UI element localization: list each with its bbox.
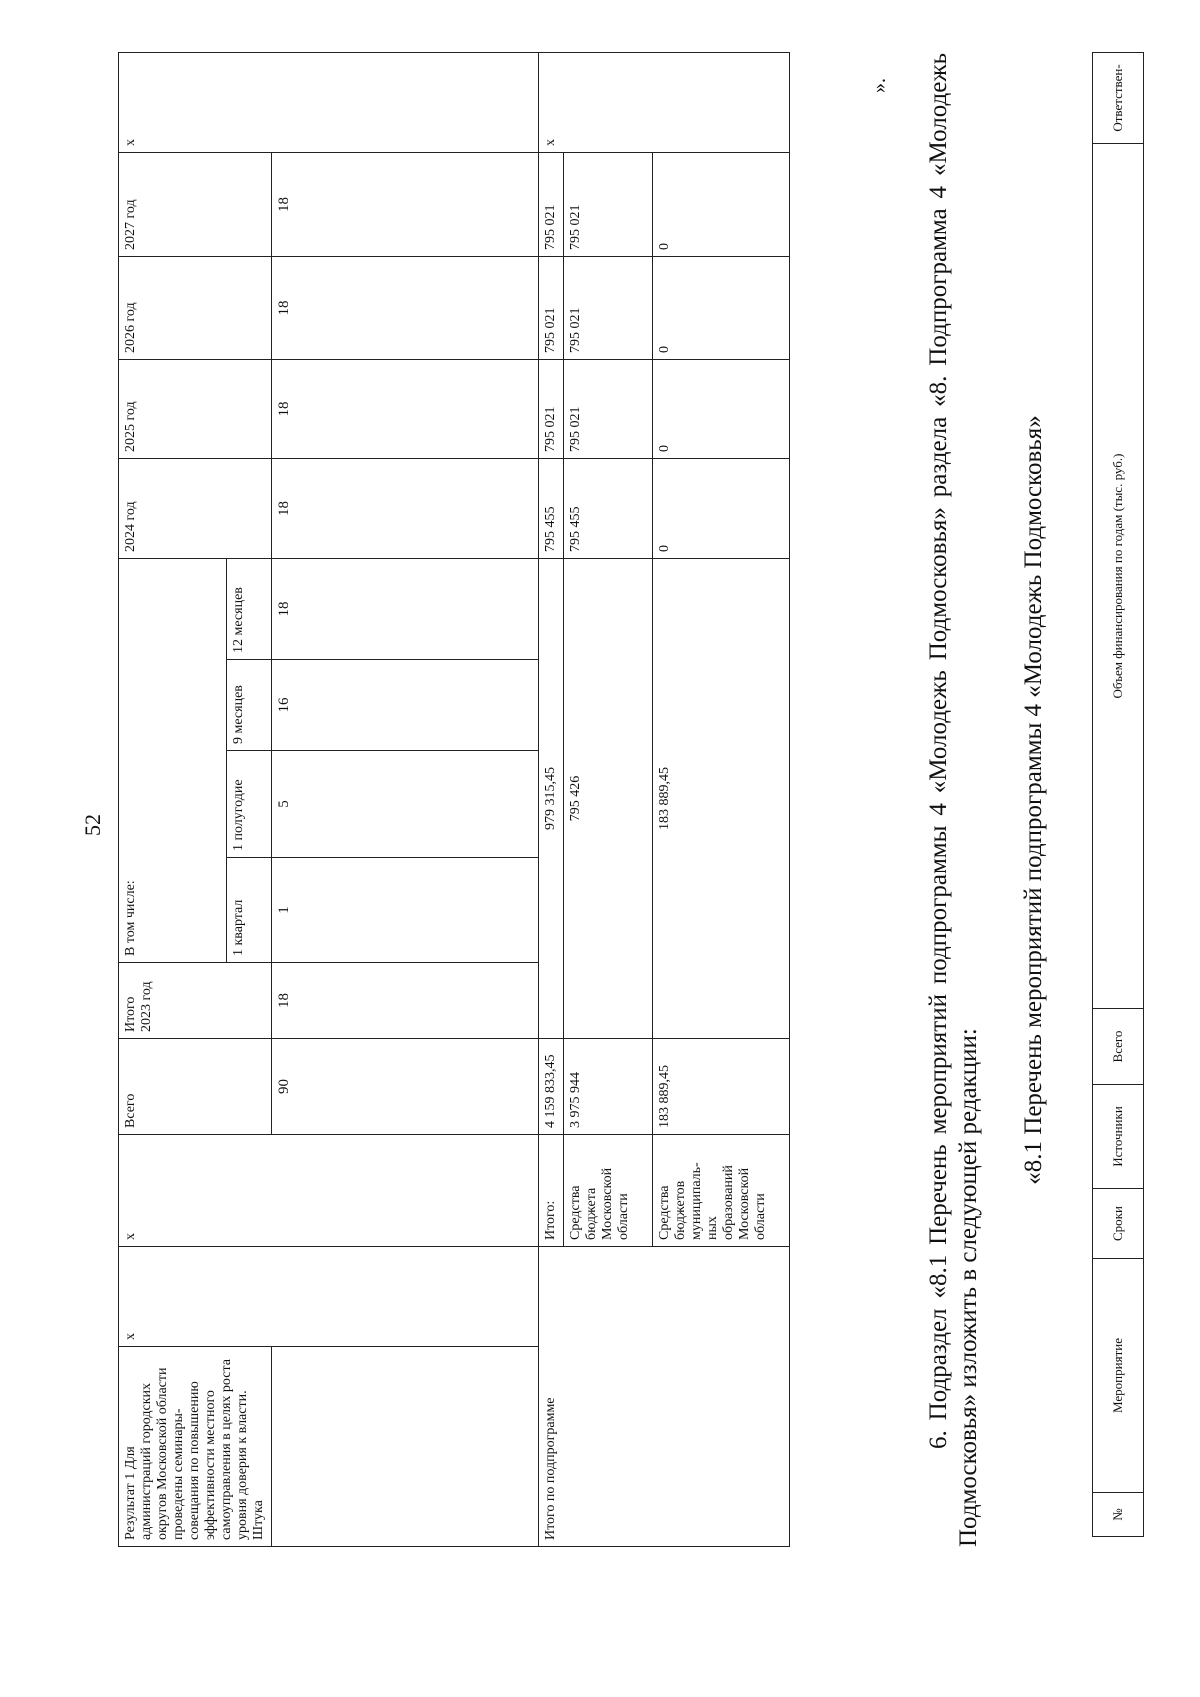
- sp-2026-1: 795 021: [564, 256, 653, 359]
- header-h1: 1 полугодие: [227, 751, 272, 858]
- sp-2024-0: 795 455: [539, 458, 564, 558]
- col-funding: Объем финансирования по годам (тыс. руб.): [1093, 144, 1144, 1009]
- col-event: Мероприятие: [1093, 1259, 1144, 1493]
- value-q1: 1: [272, 858, 539, 963]
- value-2024: 18: [272, 458, 539, 558]
- sp-2027-0: 795 021: [539, 152, 564, 256]
- value-total: 90: [272, 1039, 539, 1135]
- result-desc-cont: [272, 1347, 539, 1547]
- header-q1: 1 квартал: [227, 858, 272, 963]
- value-12m: 18: [272, 558, 539, 659]
- sp-2023-1: 795 426: [564, 558, 653, 1038]
- result-col-last: х: [119, 52, 539, 152]
- col-terms: Сроки: [1093, 1189, 1144, 1259]
- header-2026: 2026 год: [119, 256, 272, 359]
- sp-total-2: 183 889,45: [653, 1039, 790, 1135]
- value-h1: 5: [272, 751, 539, 858]
- header-incl: В том числе:: [119, 558, 227, 962]
- amendment-paragraph: 6. Подраздел «8.1 Перечень мероприятий подпрограммы 4 «Молодежь Подмосковья» раздела «8. Подпрограмма 4 «Молодежь Подмосковья» изложить в следующей редакции:: [925, 53, 982, 1547]
- col-responsible: Ответствен-: [1093, 53, 1144, 144]
- sp-total-0: 4 159 833,45: [539, 1039, 564, 1135]
- result-col-b: х: [119, 1247, 539, 1347]
- sp-2023-0: 979 315,45: [539, 558, 564, 1038]
- result-col-c: х: [119, 1135, 539, 1247]
- subprogram-label: Итого по подпрограмме: [539, 1247, 790, 1547]
- page-number: 52: [80, 814, 105, 836]
- header-12m: 12 месяцев: [227, 558, 272, 659]
- sp-source-2: Средства бюджетов муниципаль-ных образований Московской области: [653, 1135, 790, 1247]
- events-table-header: [1092, 52, 1144, 1537]
- sp-2026-2: 0: [653, 256, 790, 359]
- header-total-2023: Итого 2023 год: [119, 963, 272, 1039]
- closing-quote: ».: [868, 78, 890, 93]
- sp-2027-1: 795 021: [564, 152, 653, 256]
- header-2025: 2025 год: [119, 359, 272, 458]
- sp-2027-2: 0: [653, 152, 790, 256]
- col-no: №: [1093, 1493, 1144, 1537]
- main-table: [118, 52, 790, 1547]
- sp-2025-0: 795 021: [539, 359, 564, 458]
- value-9m: 16: [272, 660, 539, 751]
- result-description: Результат 1 Для администраций городских округов Московской области проведены семинары-совещания по повышению эффективности местного самоуправления в целях роста уровня доверия к власти. Штука: [119, 1347, 272, 1547]
- value-2026: 18: [272, 256, 539, 359]
- sp-2023-2: 183 889,45: [653, 558, 790, 1038]
- header-9m: 9 месяцев: [227, 660, 272, 751]
- sp-2025-2: 0: [653, 359, 790, 458]
- section-title: «8.1 Перечень мероприятий подпрограммы 4 «Молодежь Подмосковья»: [1020, 415, 1047, 1185]
- header-total: Всего: [119, 1039, 272, 1135]
- value-2025: 18: [272, 359, 539, 458]
- col-sources: Источники: [1093, 1085, 1144, 1189]
- sp-2024-1: 795 455: [564, 458, 653, 558]
- sp-source-0: Итого:: [539, 1135, 564, 1247]
- sp-2026-0: 795 021: [539, 256, 564, 359]
- sp-col-last: х: [539, 52, 790, 152]
- sp-2024-2: 0: [653, 458, 790, 558]
- value-2027: 18: [272, 152, 539, 256]
- sp-total-1: 3 975 944: [564, 1039, 653, 1135]
- sp-2025-1: 795 021: [564, 359, 653, 458]
- value-total-2023: 18: [272, 963, 539, 1039]
- header-2027: 2027 год: [119, 152, 272, 256]
- col-total: Всего: [1093, 1009, 1144, 1085]
- sp-source-1: Средства бюджета Московской области: [564, 1135, 653, 1247]
- header-2024: 2024 год: [119, 458, 272, 558]
